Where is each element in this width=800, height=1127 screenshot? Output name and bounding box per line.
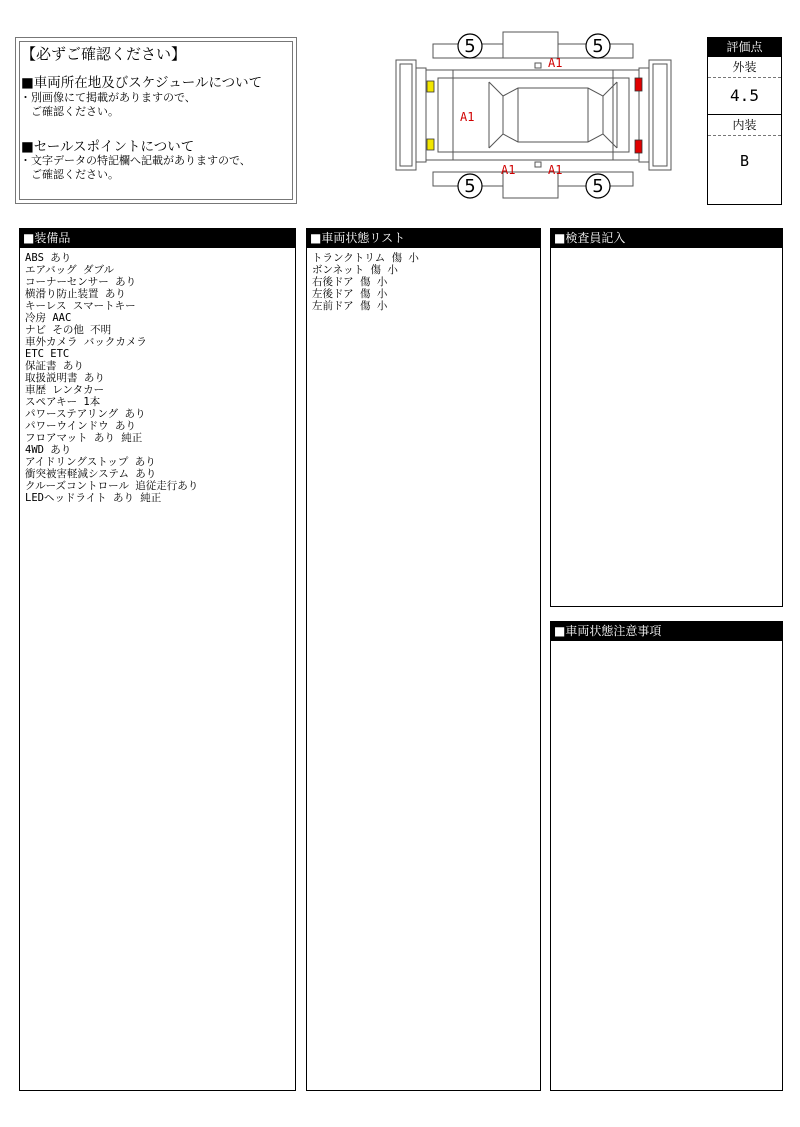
list-item: エアバッグ ダブル bbox=[25, 264, 115, 276]
notice-section2-body: ・文字データの特記欄へ記載がありますので、 ご確認ください。 bbox=[20, 154, 251, 181]
rear-light-right bbox=[635, 140, 642, 153]
list-item: アイドリングストップ あり bbox=[25, 456, 156, 468]
list-item: 取扱説明書 あり bbox=[25, 372, 105, 384]
condition-notes-panel bbox=[550, 621, 783, 1091]
equipment-panel bbox=[19, 228, 296, 1091]
list-item: ETC ETC bbox=[25, 348, 70, 360]
list-item: ボンネット 傷 小 bbox=[312, 264, 398, 276]
tire-grade-front-right: 5 bbox=[464, 176, 476, 197]
list-item: 保証書 あり bbox=[25, 360, 84, 372]
damage-mark-left-rear-door: A1 bbox=[501, 163, 516, 177]
list-item: ナビ その他 不明 bbox=[25, 324, 112, 336]
inspector-panel bbox=[550, 228, 783, 607]
list-item: ABS あり bbox=[25, 252, 72, 264]
list-item: 冷房 AAC bbox=[25, 312, 72, 324]
list-item: キーレス スマートキー bbox=[25, 300, 136, 312]
condition-list bbox=[307, 248, 540, 312]
list-item: 左前ドア 傷 小 bbox=[312, 300, 388, 312]
exterior-score: 4.5 bbox=[708, 78, 781, 115]
score-header: 評価点 bbox=[708, 38, 781, 57]
list-item: 車歴 レンタカー bbox=[25, 384, 105, 396]
damage-mark-hood: A1 bbox=[548, 56, 563, 70]
front-light-left bbox=[427, 81, 434, 92]
list-item: 車外カメラ バックカメラ bbox=[25, 336, 147, 348]
rear-light-left bbox=[635, 78, 642, 91]
list-item: LEDヘッドライト あり 純正 bbox=[25, 492, 162, 504]
list-item: コーナーセンサー あり bbox=[25, 276, 137, 288]
notice-section2-heading: ■セールスポイントについて bbox=[21, 139, 195, 155]
list-item: クルーズコントロール 追従走行あり bbox=[25, 480, 199, 492]
list-item: パワーステアリング あり bbox=[25, 408, 146, 420]
list-item: スペアキー 1本 bbox=[25, 396, 101, 408]
damage-mark-left-front-door: A1 bbox=[460, 110, 475, 124]
condition-notes-header: ■車両状態注意事項 bbox=[551, 622, 782, 641]
tire-grade-rear-right: 5 bbox=[592, 176, 604, 197]
interior-score: B bbox=[739, 152, 750, 170]
equipment-list bbox=[20, 248, 295, 504]
condition-header: ■車両状態リスト bbox=[307, 229, 540, 248]
notice-section1-heading: ■車両所在地及びスケジュールについて bbox=[21, 75, 263, 91]
car-damage-diagram bbox=[393, 30, 675, 202]
interior-label: 内装 bbox=[708, 115, 781, 136]
score-box bbox=[707, 37, 782, 205]
list-item: 4WD あり bbox=[25, 444, 72, 456]
list-item: 右後ドア 傷 小 bbox=[312, 276, 388, 288]
tire-grade-front-left: 5 bbox=[464, 36, 476, 57]
list-item: 横滑り防止装置 あり bbox=[25, 288, 126, 300]
damage-mark-rear-door: A1 bbox=[548, 163, 563, 177]
notice-section1-body: ・別画像にて掲載がありますので、 ご確認ください。 bbox=[20, 91, 196, 118]
front-light-right bbox=[427, 139, 434, 150]
condition-panel bbox=[306, 228, 541, 1091]
notice-box bbox=[15, 37, 297, 204]
exterior-label: 外装 bbox=[708, 57, 781, 78]
equipment-header: ■装備品 bbox=[20, 229, 295, 248]
list-item: 左後ドア 傷 小 bbox=[312, 288, 388, 300]
list-item: 衝突被害軽減システム あり bbox=[25, 468, 157, 480]
inspector-header: ■検査員記入 bbox=[551, 229, 782, 248]
notice-title: 【必ずご確認ください】 bbox=[21, 45, 187, 63]
list-item: フロアマット あり 純正 bbox=[25, 432, 143, 444]
list-item: パワーウインドウ あり bbox=[25, 420, 137, 432]
list-item: トランクトリム 傷 小 bbox=[312, 252, 419, 264]
tire-grade-rear-left: 5 bbox=[592, 36, 604, 57]
